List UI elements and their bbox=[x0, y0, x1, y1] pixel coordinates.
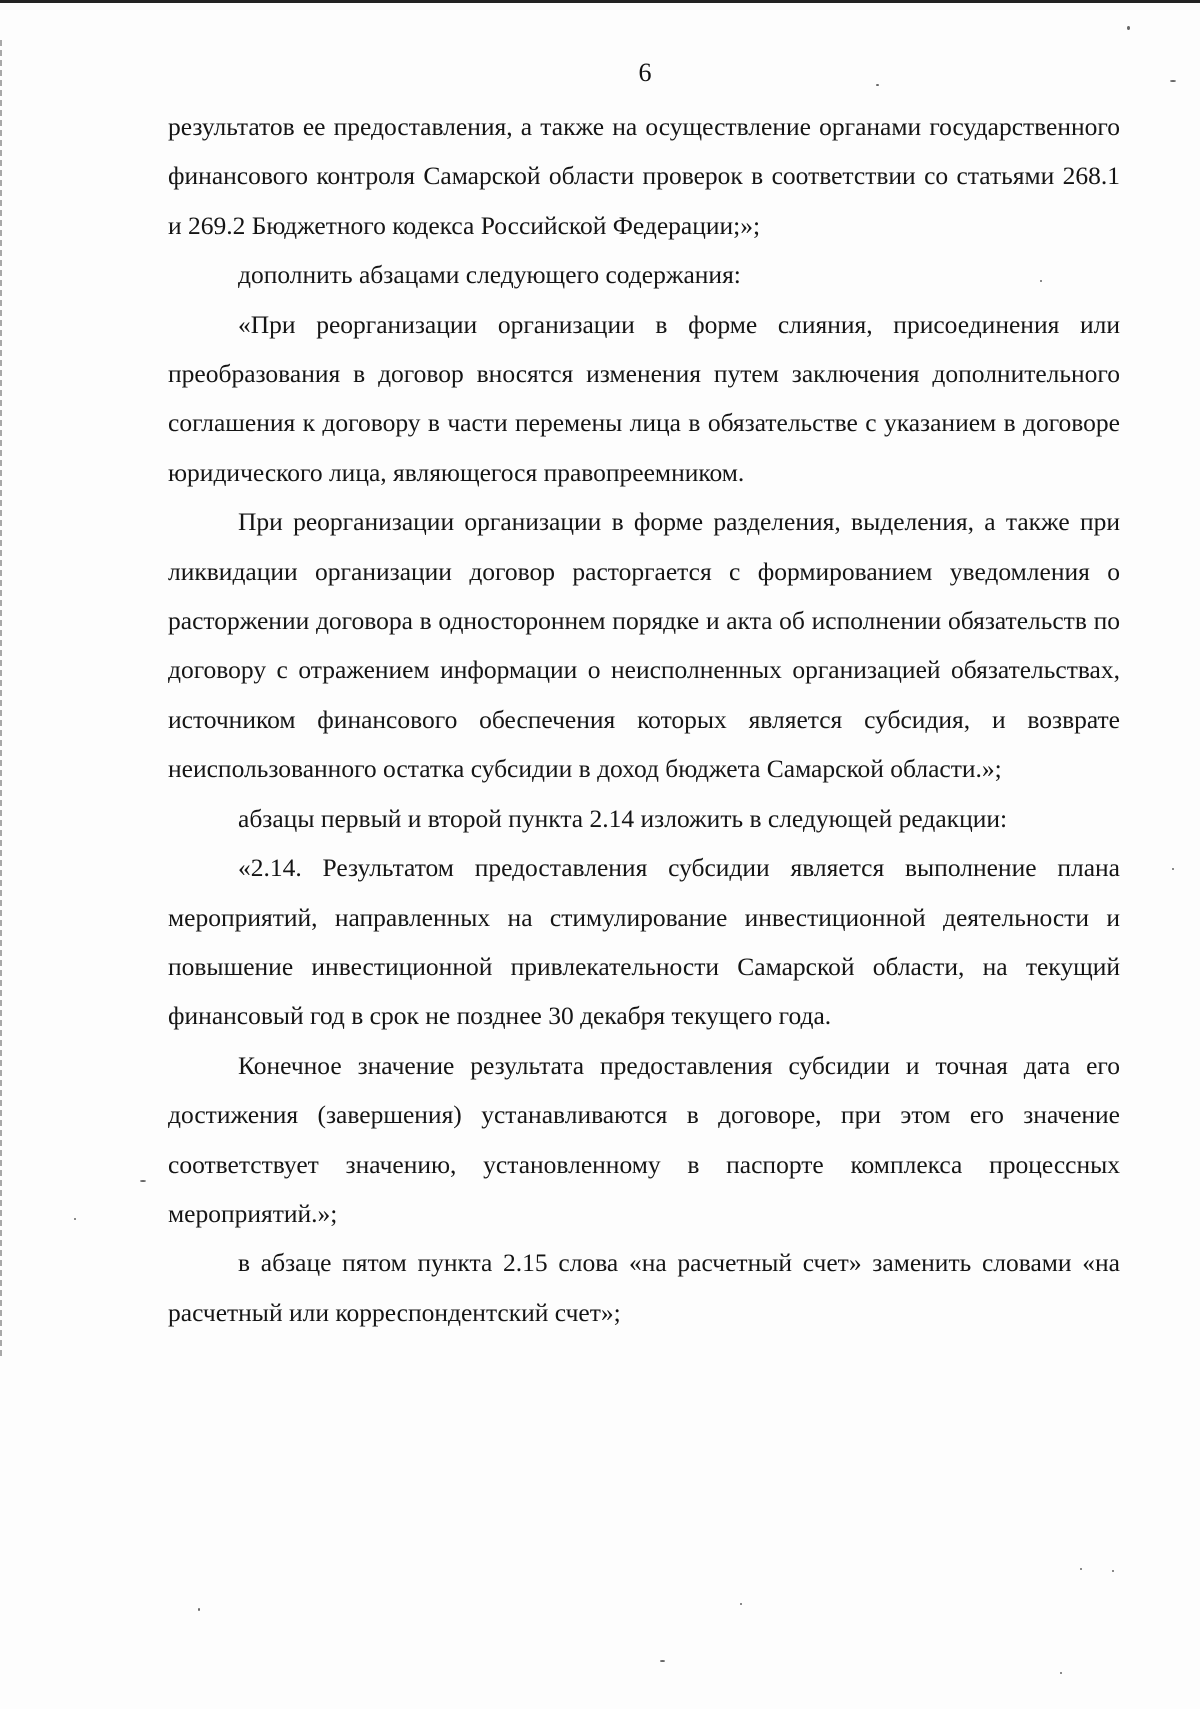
paragraph: абзацы первый и второй пункта 2.14 изложить в следующей редакции: bbox=[238, 803, 1008, 833]
paragraph: дополнить абзацами следующего содержания: bbox=[238, 260, 741, 290]
paragraph: «При реорганизации организации в форме слияния, присоединения или преобразования в договор вносятся изменения путем заключения дополнительного соглашения к договору в части перемены лица в обязательстве с указанием в договоре юридического лица, являющегося правопреемником. bbox=[168, 309, 1120, 487]
paragraph: результатов ее предоставления, а также на осуществление органами государственного финансового контроля Самарской области проверок в соответствии со статьями 268.1 и 269.2 Бюджетного кодекса Российской Федерации;»; bbox=[168, 112, 1120, 240]
scan-top-edge bbox=[0, 0, 1200, 3]
paragraph: Конечное значение результата предоставления субсидии и точная дата его достижения (завершения) устанавливаются в договоре, при этом его значение соответствует значению, установленному в паспорте комплекса процессных мероприятий.»; bbox=[168, 1050, 1120, 1228]
scan-speck bbox=[1040, 280, 1042, 282]
document-body bbox=[168, 102, 1120, 1337]
scan-speck bbox=[1172, 868, 1174, 870]
scan-speck bbox=[74, 1218, 76, 1220]
scan-speck bbox=[876, 84, 879, 86]
scan-speck bbox=[140, 1180, 146, 1182]
scan-speck bbox=[660, 1660, 665, 1662]
scan-speck bbox=[198, 1608, 200, 1611]
paragraph: При реорганизации организации в форме разделения, выделения, а также при ликвидации организации договор расторгается с формированием уведомления о расторжении договора в одностороннем порядке и акта об исполнении обязательств по договору с отражением информации о неисполненных организацией обязательствах, источником финансового обеспечения которых является субсидия, и возврате неиспользованного остатка субсидии в доход бюджета Самарской области.»; bbox=[168, 507, 1120, 784]
scan-speck bbox=[1127, 26, 1130, 30]
scan-speck bbox=[1112, 1570, 1114, 1572]
paragraph: в абзаце пятом пункта 2.15 слова «на расчетный счет» заменить словами «на расчетный или корреспондентский счет»; bbox=[168, 1248, 1120, 1327]
scan-left-edge bbox=[0, 40, 2, 1360]
scan-speck bbox=[740, 1603, 742, 1605]
page-number: 6 bbox=[638, 58, 652, 87]
paragraph: «2.14. Результатом предоставления субсидии является выполнение плана мероприятий, направленных на стимулирование инвестиционной деятельности и повышение инвестиционной привлекательности Самарской области, на текущий финансовый год в срок не позднее 30 декабря текущего года. bbox=[168, 853, 1120, 1031]
scan-speck bbox=[1060, 1672, 1062, 1674]
scan-speck bbox=[1170, 80, 1176, 82]
scan-speck bbox=[1080, 1568, 1082, 1570]
